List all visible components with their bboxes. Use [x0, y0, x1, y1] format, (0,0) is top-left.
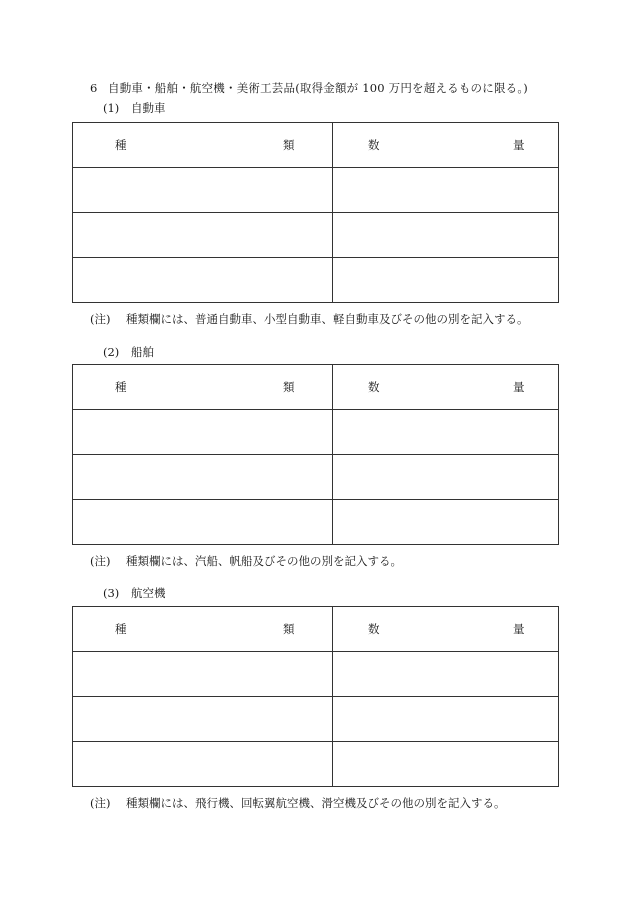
note-text: 種類欄には、汽船、帆船及びその他の別を記入する。	[126, 554, 402, 568]
type-input-cell[interactable]	[73, 410, 333, 455]
quantity-input-cell[interactable]	[333, 410, 559, 455]
quantity-input-cell[interactable]	[333, 500, 559, 545]
quantity-input-cell[interactable]	[333, 455, 559, 500]
table-header-row	[73, 123, 559, 168]
section-title: 自動車・船舶・航空機・美術工芸品(取得金額が 100 万円を超えるものに限る。)	[108, 81, 528, 95]
subsection-title: 自動車	[131, 101, 166, 115]
table-row	[73, 258, 559, 303]
table-row	[73, 168, 559, 213]
table-row	[73, 500, 559, 545]
quantity-header-char-2: 量	[513, 380, 525, 394]
quantity-input-cell[interactable]	[333, 168, 559, 213]
table-row	[73, 455, 559, 500]
automobile-note	[90, 311, 529, 327]
table-row	[73, 213, 559, 258]
subsection-heading-aircraft	[103, 585, 166, 601]
ship-note	[90, 553, 402, 569]
type-input-cell[interactable]	[73, 500, 333, 545]
note-tag: (注)	[90, 796, 111, 810]
table-header-row	[73, 607, 559, 652]
quantity-header-cell	[333, 365, 559, 410]
quantity-header-cell	[333, 607, 559, 652]
type-header-cell	[73, 365, 333, 410]
quantity-input-cell[interactable]	[333, 697, 559, 742]
quantity-input-cell[interactable]	[333, 652, 559, 697]
quantity-header-char-1: 数	[368, 138, 380, 152]
quantity-header-char-2: 量	[513, 138, 525, 152]
subsection-heading-ship	[103, 344, 154, 360]
subsection-label: (1)	[103, 101, 120, 115]
type-header-char-2: 類	[283, 622, 295, 636]
type-header-cell	[73, 607, 333, 652]
section-number: 6	[90, 81, 98, 95]
quantity-input-cell[interactable]	[333, 742, 559, 787]
table-row	[73, 697, 559, 742]
table-row	[73, 652, 559, 697]
type-header-char-2: 類	[283, 380, 295, 394]
subsection-title: 船舶	[131, 345, 154, 359]
table-row	[73, 410, 559, 455]
aircraft-table	[72, 606, 559, 787]
ship-table	[72, 364, 559, 545]
type-input-cell[interactable]	[73, 742, 333, 787]
type-input-cell[interactable]	[73, 455, 333, 500]
quantity-input-cell[interactable]	[333, 213, 559, 258]
type-input-cell[interactable]	[73, 213, 333, 258]
subsection-label: (3)	[103, 586, 120, 600]
type-input-cell[interactable]	[73, 168, 333, 213]
subsection-title: 航空機	[131, 586, 166, 600]
quantity-header-char-1: 数	[368, 380, 380, 394]
automobile-table	[72, 122, 559, 303]
type-header-cell	[73, 123, 333, 168]
note-tag: (注)	[90, 312, 111, 326]
note-tag: (注)	[90, 554, 111, 568]
quantity-header-cell	[333, 123, 559, 168]
quantity-header-char-1: 数	[368, 622, 380, 636]
type-header-char-1: 種	[115, 380, 127, 394]
type-header-char-1: 種	[115, 138, 127, 152]
table-row	[73, 742, 559, 787]
quantity-header-char-2: 量	[513, 622, 525, 636]
type-input-cell[interactable]	[73, 258, 333, 303]
section-heading	[90, 80, 528, 96]
subsection-label: (2)	[103, 345, 120, 359]
type-header-char-1: 種	[115, 622, 127, 636]
subsection-heading-automobile	[103, 100, 166, 116]
note-text: 種類欄には、飛行機、回転翼航空機、滑空機及びその他の別を記入する。	[126, 796, 506, 810]
table-header-row	[73, 365, 559, 410]
type-header-char-2: 類	[283, 138, 295, 152]
aircraft-note	[90, 795, 506, 811]
quantity-input-cell[interactable]	[333, 258, 559, 303]
type-input-cell[interactable]	[73, 697, 333, 742]
note-text: 種類欄には、普通自動車、小型自動車、軽自動車及びその他の別を記入する。	[126, 312, 529, 326]
type-input-cell[interactable]	[73, 652, 333, 697]
